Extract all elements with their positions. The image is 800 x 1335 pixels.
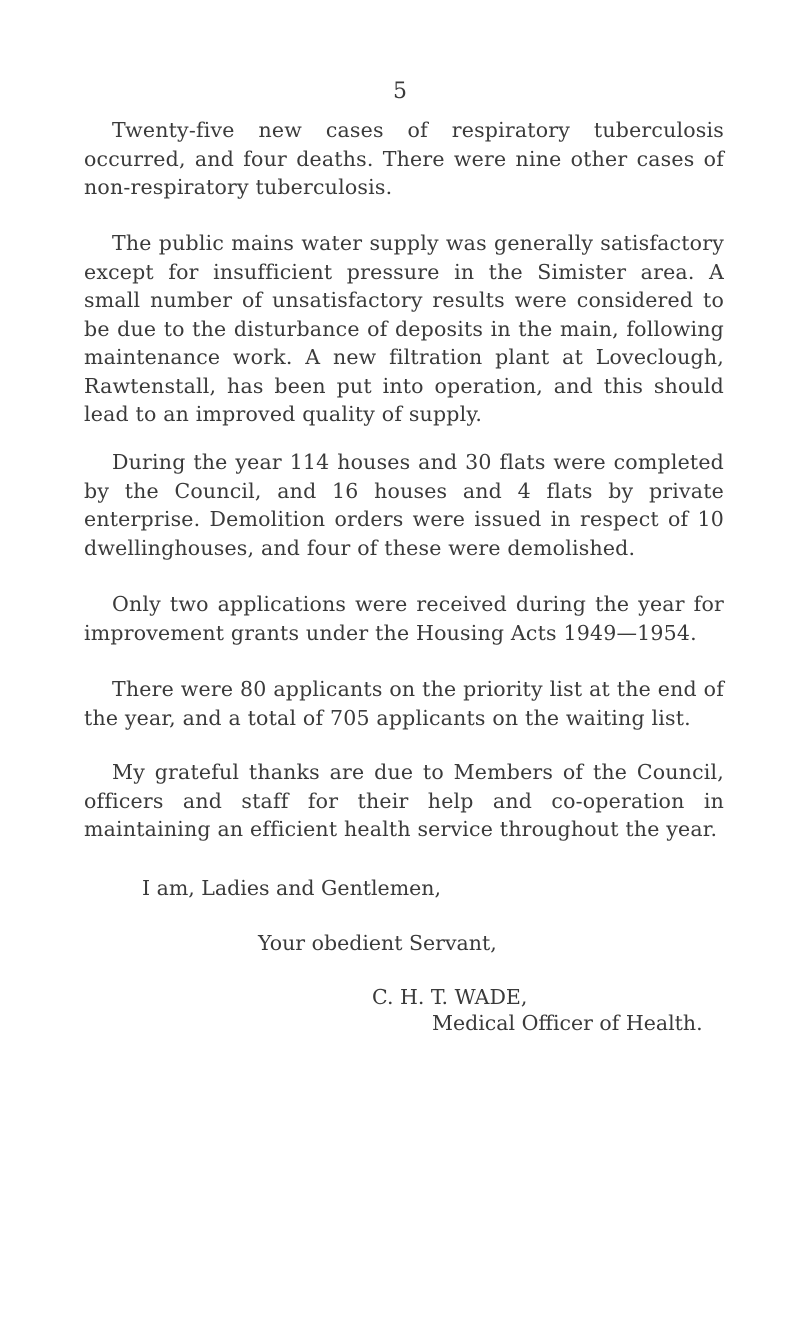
signer-title: Medical Officer of Health. bbox=[432, 1011, 703, 1035]
paragraph-thanks: My grateful thanks are due to Members of the Council, officers and staff for their help and co-operation in maintaining an efficient health service throughout the year. bbox=[84, 760, 724, 841]
closing-greeting: I am, Ladies and Gentlemen, bbox=[142, 876, 441, 900]
signer-name: C. H. T. WADE, bbox=[372, 985, 528, 1009]
paragraph-improvement-grants: Only two applications were received during the year for improvement grants under the Housing Acts 1949—1954. bbox=[84, 592, 724, 645]
page-number: 5 bbox=[393, 79, 407, 104]
paragraph-waiting-list: There were 80 applicants on the priority list at the end of the year, and a total of 705 applicants on the waiting list. bbox=[84, 677, 724, 730]
paragraph-water-supply: The public mains water supply was generally satisfactory except for insufficient pressure in the Simister area. A small number of unsatisfactory results were considered to be due to the disturbance of deposits in the main, following maintenance work. A new filtration plant at Loveclough, Rawtenstall, has been put into operation, and this should lead to an improved quality of supply. bbox=[84, 231, 724, 426]
paragraph-tuberculosis: Twenty-five new cases of respiratory tuberculosis occurred, and four deaths. There were nine other cases of non-respiratory tuberculosis. bbox=[84, 118, 724, 199]
paragraph-housing-completed: During the year 114 houses and 30 flats were completed by the Council, and 16 houses and 4 flats by private enterprise. Demolition orders were issued in respect of 10 dwellinghouses, and four of these were demolished. bbox=[84, 450, 724, 560]
closing-signoff: Your obedient Servant, bbox=[258, 931, 497, 955]
